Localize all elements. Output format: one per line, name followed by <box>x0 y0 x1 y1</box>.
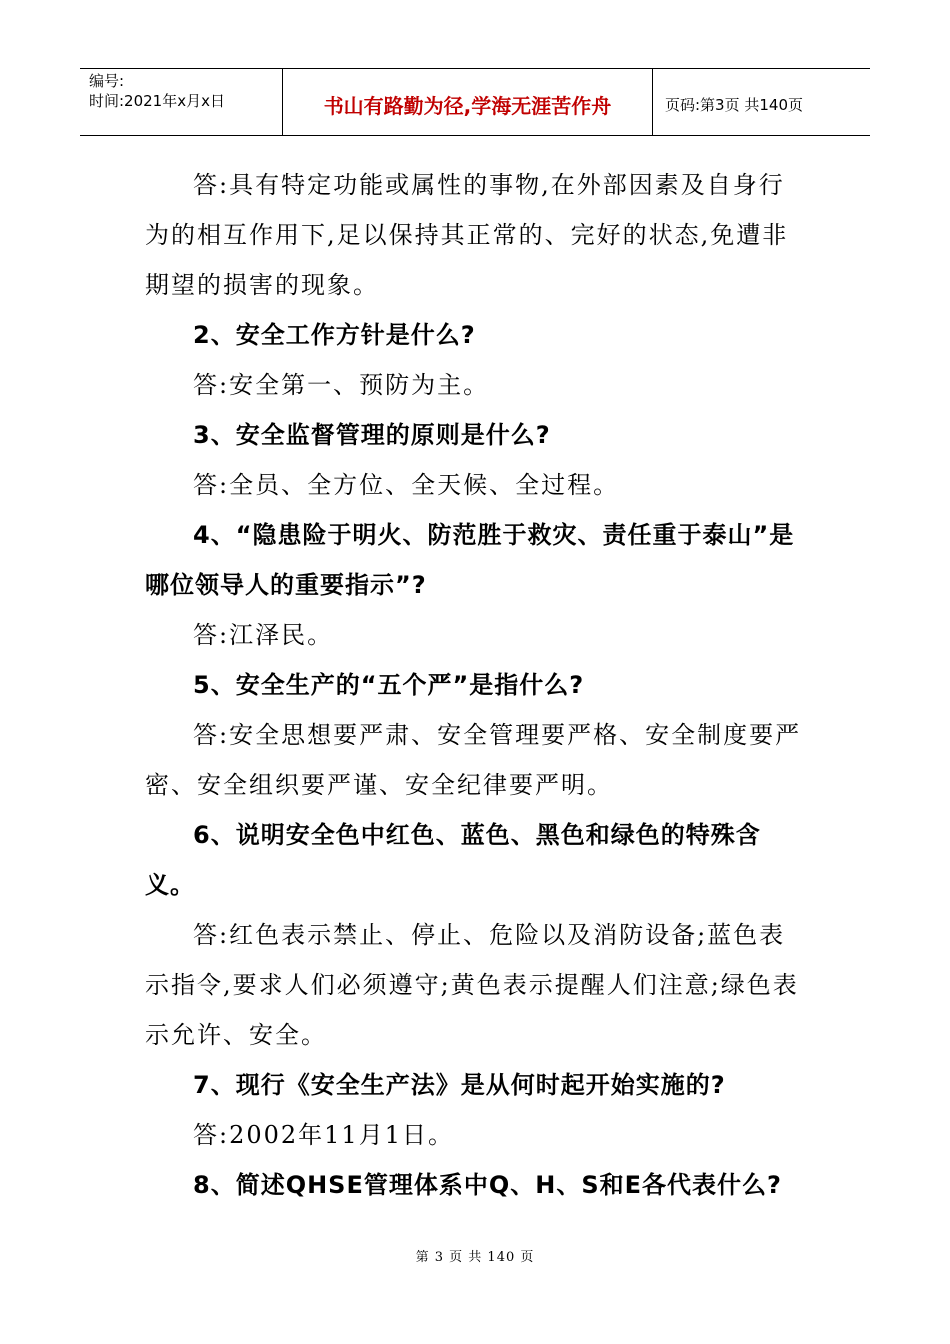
page-header <box>80 68 870 136</box>
page-footer: 第 3 页 共 140 页 <box>415 1250 535 1265</box>
answer-paragraph: 答:2002年11月1日。 <box>193 1121 454 1149</box>
answer-paragraph: 答:具有特定功能或属性的事物,在外部因素及自身行为的相互作用下,足以保持其正常的、完好的状态,免遭非期望的损害的现象。 <box>145 171 789 299</box>
question-heading: 5、安全生产的“五个严”是指什么? <box>193 671 585 699</box>
document-body <box>145 160 810 1210</box>
question-heading: 6、说明安全色中红色、蓝色、黑色和绿色的特殊含义。 <box>145 821 761 899</box>
answer-paragraph: 答:安全思想要严肃、安全管理要严格、安全制度要严密、安全组织要严谨、安全纪律要严明。 <box>145 721 802 799</box>
header-meta <box>80 69 283 135</box>
question-heading: 8、简述QHSE管理体系中Q、H、S和E各代表什么? <box>193 1171 782 1199</box>
question-heading: 4、“隐患险于明火、防范胜于救灾、责任重于泰山”是哪位领导人的重要指示”? <box>145 521 795 599</box>
answer-paragraph: 答:安全第一、预防为主。 <box>193 371 490 399</box>
question-heading: 3、安全监督管理的原则是什么? <box>193 421 551 449</box>
header-motto: 书山有路勤为径,学海无涯苦作舟 <box>283 69 653 135</box>
answer-paragraph: 答:全员、全方位、全天候、全过程。 <box>193 471 620 499</box>
question-heading: 2、安全工作方针是什么? <box>193 321 476 349</box>
number-label: 编号: <box>89 72 125 90</box>
answer-paragraph: 答:江泽民。 <box>193 621 334 649</box>
header-page-info: 页码:第3页 共140页 <box>665 95 803 114</box>
answer-paragraph: 答:红色表示禁止、停止、危险以及消防设备;蓝色表示指令,要求人们必须遵守;黄色表示提醒人们注意;绿色表示允许、安全。 <box>145 921 799 1049</box>
time-label: 时间:2021年x月x日 <box>89 92 225 110</box>
question-heading: 7、现行《安全生产法》是从何时起开始实施的? <box>193 1071 726 1099</box>
